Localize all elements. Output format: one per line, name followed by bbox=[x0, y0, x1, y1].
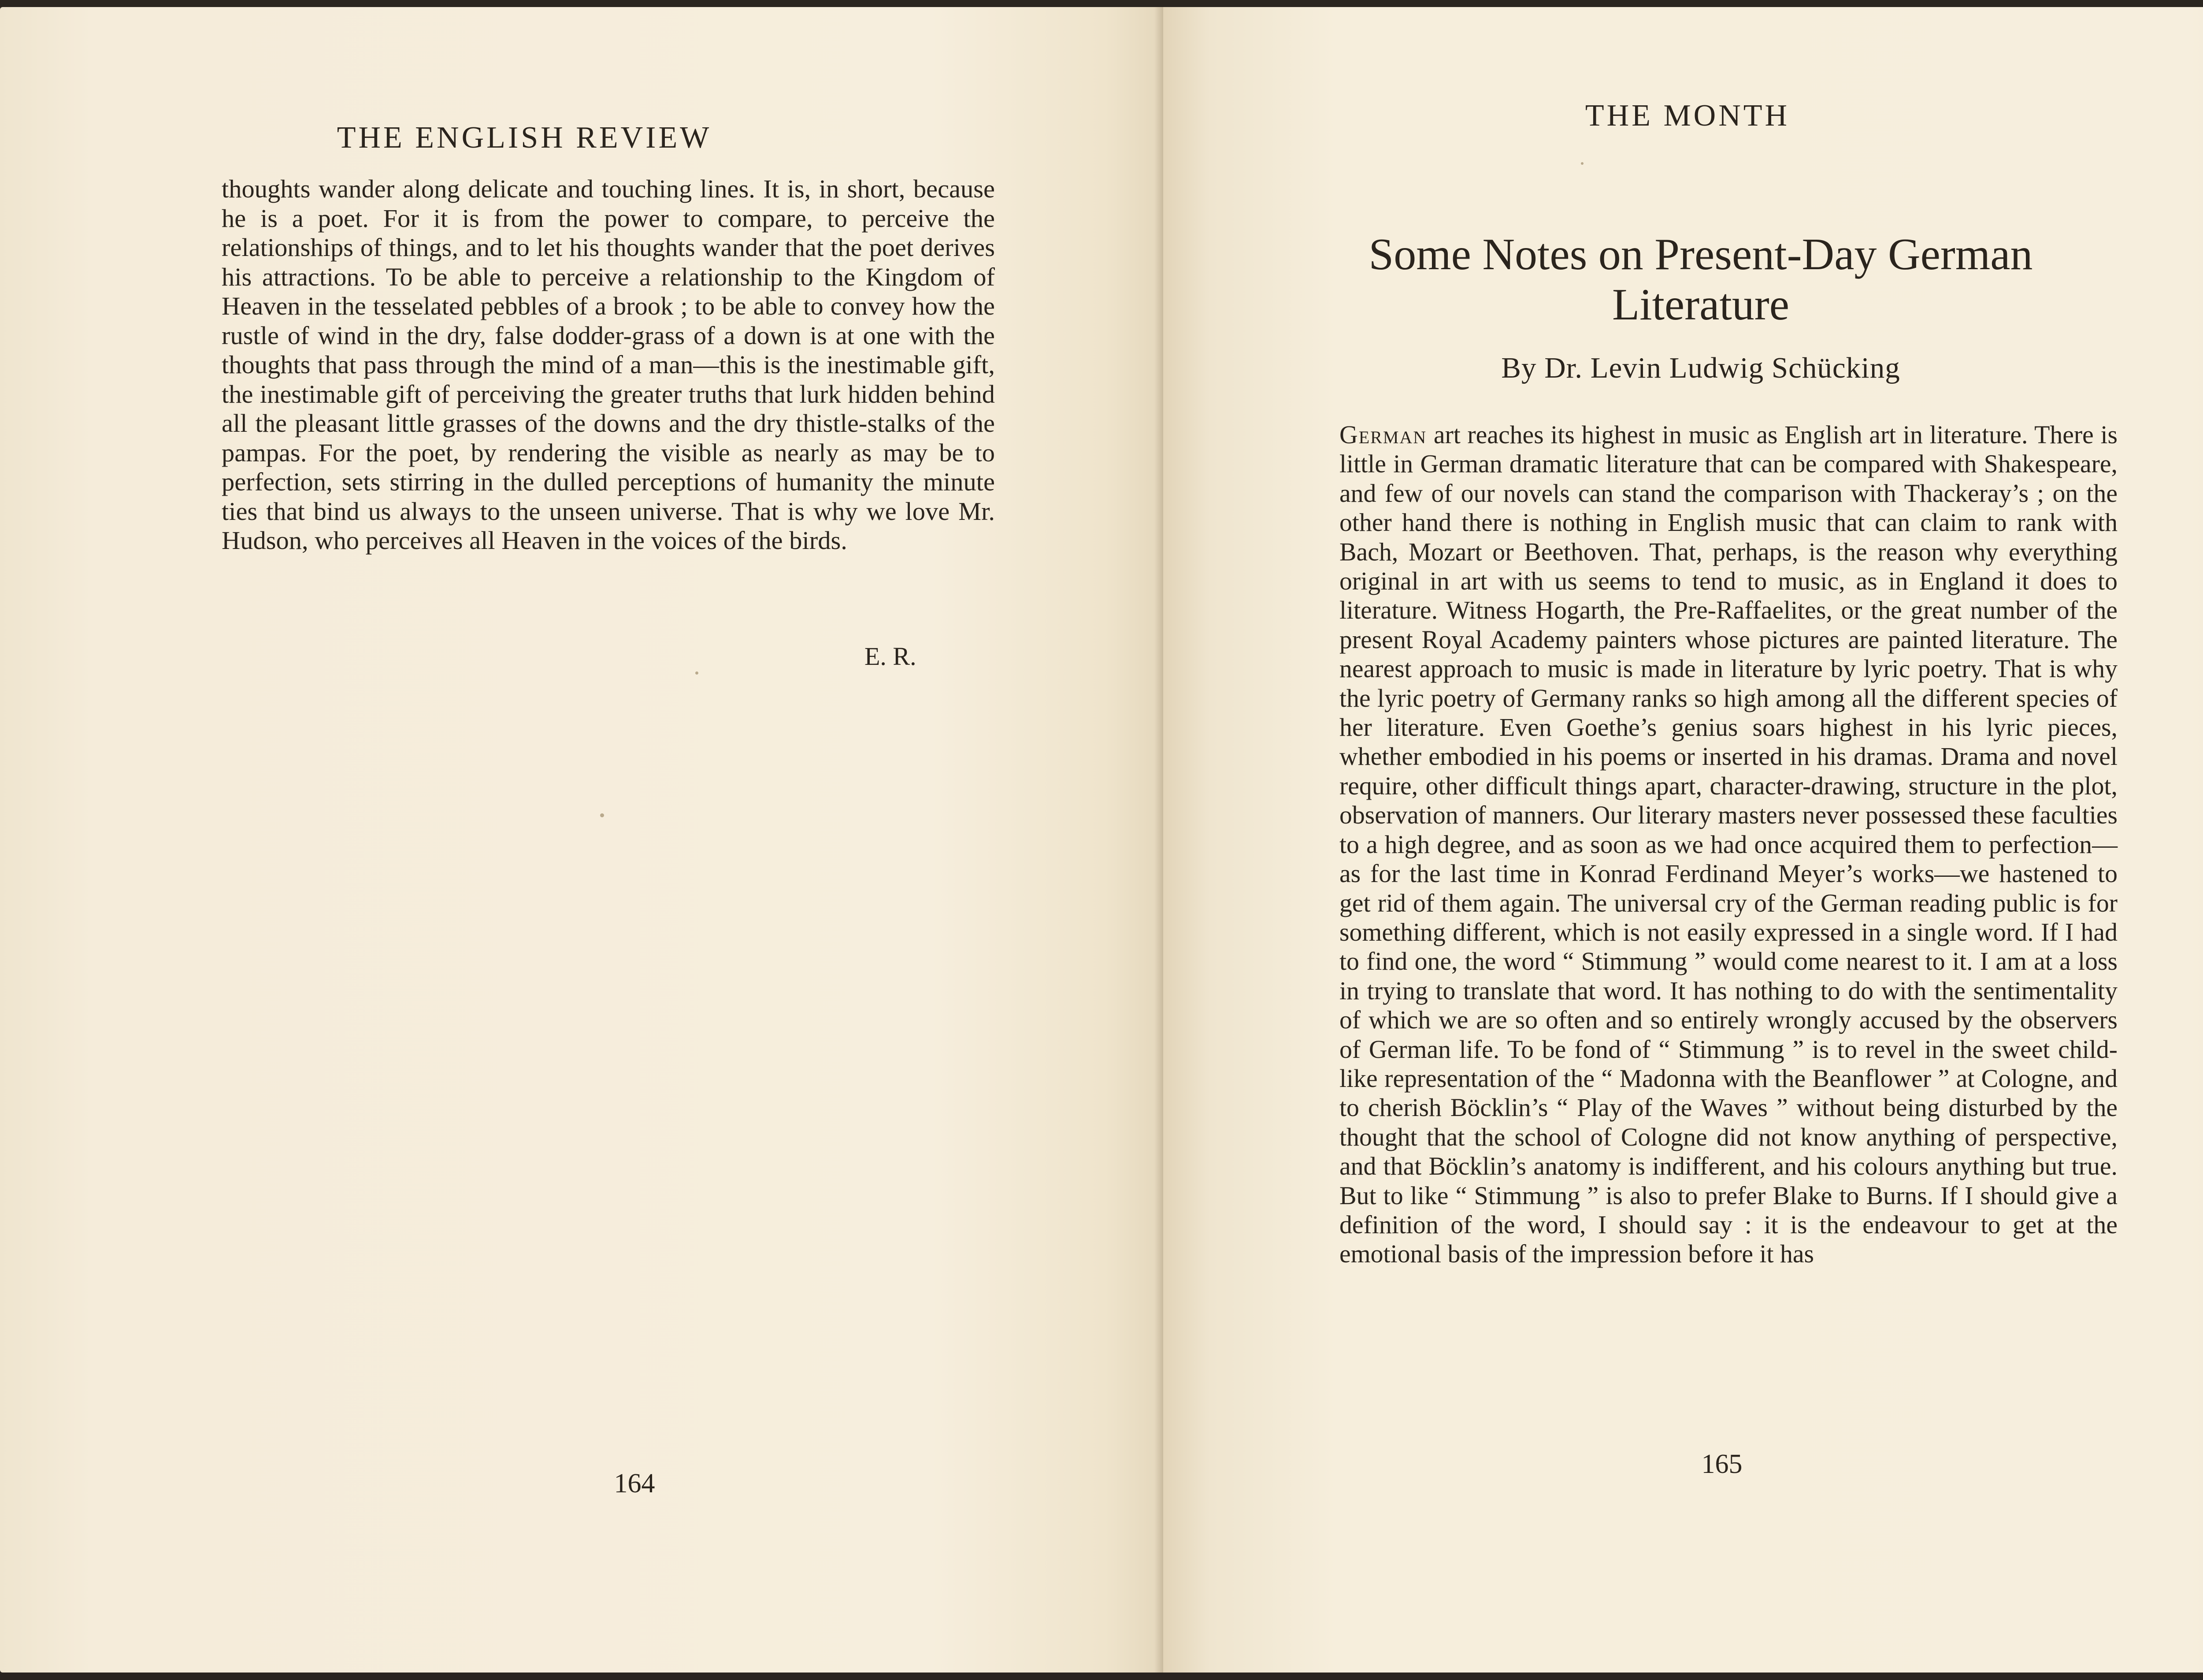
body-text-rest: art reaches its highest in music as English art in literature. There is little in German dramatic literature that can be compared with Shakespeare, and few of our novels can stand the comparison with Thackeray’s ; on the other hand there is nothing in English music that can claim to rank with Bach, Mozart or Beethoven. That, perhaps, is the reason why everything original in art with us seems to tend to music, as in England it does to literature. Witness Hogarth, the Pre-Raffaelites, or the great number of the present Royal Academy painters whose pictures are painted literature. The nearest approach to music is made in literature by lyric poetry. That is why the lyric poetry of Germany ranks so high among all the different species of her literature. Even Goethe’s genius soars highest in his lyric pieces, whether embodied in his poems or inserted in his dramas. Drama and novel require, other difficult things apart, character-drawing, structure in the plot, observation of manners. Our literary masters never possessed these faculties to a high degree, and as soon as we had once acquired them to perfection—as for the last time in Konrad Ferdinand Meyer’s works—we hastened to get rid of them again. The universal cry of the German reading public is for something different, which is not easily expressed in a single word. If I had to find one, the word “ Stimmung ” would come nearest to it. I am at a loss in trying to translate that word. It has nothing to do with the sentimentality of which we are so often and so entirely wrongly accused by the observers of German life. To be fond of “ Stimmung ” is to revel in the sweet child-like representation of the “ Madonna with the Beanflower ” at Cologne, and to cherish Böcklin’s “ Play of the Waves ” without being disturbed by the thought that the school of Cologne did not know anything of perspective, and that Böcklin’s anatomy is indifferent, and his colours anything but true. But to like “ Stimmung ” is also to prefer Blake to Burns. If I should give a definition of the word, I should say : it is the endeavour to get at the emotional basis of the impression before it has bbox=[1339, 420, 2118, 1268]
paper-speck bbox=[1581, 162, 1584, 165]
left-page bbox=[0, 7, 1163, 1673]
paper-speck bbox=[600, 813, 604, 817]
body-text bbox=[1339, 420, 2118, 1269]
lead-word: German bbox=[1339, 420, 1427, 449]
article-byline: By Dr. Levin Ludwig Schücking bbox=[1501, 352, 1900, 384]
body-text: thoughts wander along delicate and touching lines. It is, in short, because he is a poet. For it is from the power to compare, to perceive the relationships of things, and to let his thoughts wander that the poet derives his attractions. To be able to perceive a relationship to the Kingdom of Heaven in the tesselated pebbles of a brook ; to be able to convey how the rustle of wind in the dry, false dodder-grass of a down is at one with the thoughts that pass through the mind of a man—this is the inestimable gift, the inestimable gift of perceiving the greater truths that lurk hidden behind all the pleasant little grasses of the downs and the dry thistle-stalks of the pampas. For the poet, by rendering the visible as nearly as may be to perfection, sets stirring in the dulled perceptions of humanity the minute ties that bind us always to the unseen universe. That is why we love Mr. Hudson, who perceives all Heaven in the voices of the birds. bbox=[222, 174, 995, 555]
page-number: 164 bbox=[614, 1469, 655, 1498]
author-initials: E. R. bbox=[864, 642, 916, 671]
right-page bbox=[1163, 7, 2203, 1673]
article-title: Some Notes on Present-Day German Literature bbox=[1369, 230, 2033, 330]
running-head: THE ENGLISH REVIEW bbox=[337, 121, 712, 155]
running-head: THE MONTH bbox=[1585, 99, 1790, 133]
page-number: 165 bbox=[1701, 1449, 1743, 1479]
paper-speck bbox=[695, 671, 698, 675]
